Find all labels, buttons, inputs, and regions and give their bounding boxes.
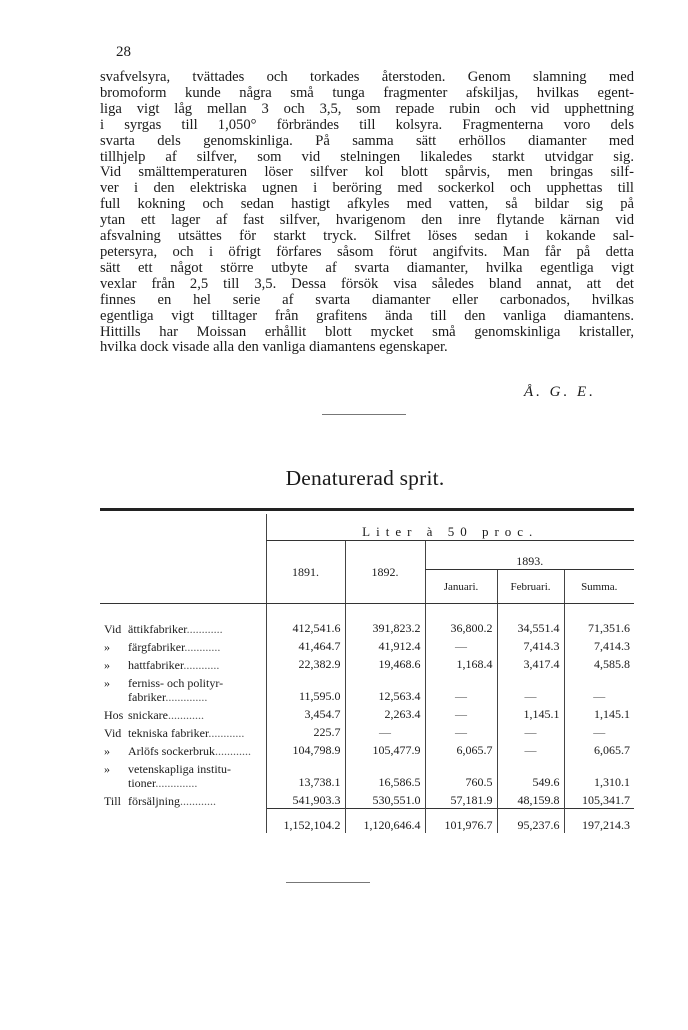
row-label (100, 722, 266, 740)
cell-sum: 4,585.8 (564, 654, 634, 672)
page-number: 28 (116, 44, 131, 60)
body-line: vexlar från 2,5 till 3,5. Dessa försök visa således bland annat, att det (100, 275, 634, 292)
cell-jan: 36,800.2 (425, 618, 497, 636)
cell-sum: — (564, 672, 634, 704)
leader-dots: ............ (214, 744, 251, 758)
cell-jan: 760.5 (425, 758, 497, 790)
row-prefix: Vid (104, 726, 122, 740)
row-prefix: » (104, 640, 110, 654)
leader-dots: ............ (167, 708, 204, 722)
body-line: sätt ett något större utbyte af svarta diamanter, hvilka egentliga vigt (100, 259, 634, 276)
cell-y1892: 105,477.9 (345, 740, 425, 758)
cell-jan: 6,065.7 (425, 740, 497, 758)
body-line: egentliga vigt tilltager från grafitens ända till den vanliga diamantens. (100, 307, 634, 324)
author-signature: Å. G. E. (524, 384, 596, 400)
cell-y1891: 412,541.6 (266, 618, 345, 636)
row-label-text: hattfabriker (128, 658, 184, 672)
column-header-1893: 1893. (425, 541, 634, 570)
column-header-januari: Januari. (425, 570, 497, 604)
row-prefix: » (104, 658, 110, 672)
body-line: full kokning och sedan hastigt afkyles med vatten, så bildar sig på (100, 196, 634, 213)
cell-sum: 7,414.3 (564, 636, 634, 654)
total-feb: 95,237.6 (497, 808, 564, 833)
total-sum: 197,214.3 (564, 808, 634, 833)
body-line: i syrgas till 1,050° förbrändes till kolsyra. Fragmenterna voro dels (100, 116, 634, 133)
totals-row (100, 808, 634, 833)
cell-jan: — (425, 672, 497, 704)
row-label-text: färgfabriker (128, 640, 185, 654)
cell-feb: — (497, 740, 564, 758)
cell-sum: 105,341.7 (564, 790, 634, 808)
body-line: tillhjelp af silfver, som vid stelningen likaledes starkt utvidgar sig. (100, 148, 634, 165)
row-label-text: ferniss- och polityr- (128, 676, 224, 690)
row-label-text: försäljning (128, 794, 180, 808)
row-label-text: Arlöfs sockerbruk (128, 744, 215, 758)
cell-y1892: 19,468.6 (345, 654, 425, 672)
body-line: petersyra, och i öfrigt förfares såsom förut angifvits. Man får på detta (100, 243, 634, 260)
leader-dots: ............ (180, 794, 216, 808)
row-label (100, 790, 266, 808)
cell-y1891: 41,464.7 (266, 636, 345, 654)
column-header-februari: Februari. (497, 570, 564, 604)
body-line: ver i den elektriska ugnen i beröring med sockerkol och upphettas till (100, 180, 634, 197)
cell-y1891: 11,595.0 (266, 672, 345, 704)
column-header-summa: Summa. (564, 570, 634, 604)
statistics-table (100, 508, 634, 833)
table-row (100, 704, 634, 722)
body-line: ytan ett lager af fast silfver, hvarigenom den inre flytande kärnan vid (100, 212, 634, 229)
row-label (100, 636, 266, 654)
cell-sum: 6,065.7 (564, 740, 634, 758)
body-line: hvilka dock visade alla den vanliga diamantens egenskaper. (100, 339, 448, 356)
leader-dots: ............ (186, 622, 223, 636)
body-line: svafvelsyra, tvättades och torkades återstoden. Genom slamning med (100, 69, 634, 85)
row-label (100, 672, 266, 704)
total-y1892: 1,120,646.4 (345, 808, 425, 833)
section-divider (322, 414, 406, 415)
row-prefix: » (104, 676, 110, 690)
row-label-text-cont: tioner (128, 776, 156, 790)
row-label-text: snickare (128, 708, 168, 722)
table-row (100, 654, 634, 672)
body-line: finnes en hel serie af svarta diamanter eller carbonados, hvilkas (100, 291, 634, 308)
row-prefix: » (104, 762, 110, 776)
cell-sum: 1,145.1 (564, 704, 634, 722)
table-row (100, 758, 634, 790)
body-line: liga vigt låg mellan 3 och 3,5, som repade rubin och vid upphettning (100, 100, 634, 117)
table-row (100, 790, 634, 808)
cell-feb: 34,551.4 (497, 618, 564, 636)
cell-y1891: 22,382.9 (266, 654, 345, 672)
row-prefix: » (104, 744, 110, 758)
column-header-1891: 1891. (266, 541, 345, 604)
cell-y1892: 2,263.4 (345, 704, 425, 722)
cell-y1892: 16,586.5 (345, 758, 425, 790)
cell-y1892: — (345, 722, 425, 740)
cell-y1892: 41,912.4 (345, 636, 425, 654)
leader-dots: ............ (183, 658, 220, 672)
cell-sum: — (564, 722, 634, 740)
cell-jan: — (425, 722, 497, 740)
cell-sum: 1,310.1 (564, 758, 634, 790)
section-heading: Denaturerad sprit. (285, 466, 445, 490)
table-row (100, 672, 634, 704)
cell-jan: 57,181.9 (425, 790, 497, 808)
cell-feb: — (497, 672, 564, 704)
table-row (100, 618, 634, 636)
cell-y1891: 104,798.9 (266, 740, 345, 758)
cell-feb: 1,145.1 (497, 704, 564, 722)
cell-jan: 1,168.4 (425, 654, 497, 672)
row-label (100, 758, 266, 790)
column-header-1892: 1892. (345, 541, 425, 604)
total-y1891: 1,152,104.2 (266, 808, 345, 833)
leader-dots: ............ (208, 726, 245, 740)
cell-feb: 7,414.3 (497, 636, 564, 654)
cell-sum: 71,351.6 (564, 618, 634, 636)
table-row (100, 636, 634, 654)
row-label (100, 654, 266, 672)
table-row (100, 722, 634, 740)
row-label (100, 740, 266, 758)
row-label-text: vetenskapliga institu- (128, 762, 231, 776)
row-label (100, 704, 266, 722)
body-line: svarta dels genomskinliga. På samma sätt erhöllos diamanter med (100, 132, 634, 149)
table-row (100, 740, 634, 758)
cell-y1891: 3,454.7 (266, 704, 345, 722)
super-header: Liter à 50 proc. (266, 514, 634, 541)
row-prefix: Vid (104, 622, 122, 636)
row-label-text-cont: fabriker (128, 690, 166, 704)
body-paragraph (100, 70, 634, 356)
cell-feb: 3,417.4 (497, 654, 564, 672)
total-jan: 101,976.7 (425, 808, 497, 833)
row-prefix: Hos (104, 708, 124, 722)
body-line: afsvalning utsättes för starkt tryck. Silfret löses sedan i kokande sal- (100, 228, 634, 245)
cell-feb: 549.6 (497, 758, 564, 790)
cell-feb: — (497, 722, 564, 740)
table-top-rule (100, 508, 634, 511)
cell-y1892: 12,563.4 (345, 672, 425, 704)
cell-y1891: 225.7 (266, 722, 345, 740)
body-line: Hittills har Moissan erhållit blott mycket små genomskinliga kristaller, (100, 323, 634, 340)
leader-dots: .............. (165, 690, 208, 704)
body-line: Vid smälttemperaturen löser silfver kol blott spårvis, men bringas silf- (100, 164, 634, 181)
row-label (100, 618, 266, 636)
row-prefix: Till (104, 794, 121, 808)
cell-jan: — (425, 636, 497, 654)
cell-y1892: 391,823.2 (345, 618, 425, 636)
table-end-divider (286, 882, 370, 883)
cell-jan: — (425, 704, 497, 722)
body-line: bromoform kunde några små tunga fragmenter afskiljas, hvilkas egent- (100, 84, 634, 101)
cell-y1892: 530,551.0 (345, 790, 425, 808)
leader-dots: .............. (155, 776, 198, 790)
cell-y1891: 541,903.3 (266, 790, 345, 808)
row-label-text: tekniska fabriker (128, 726, 209, 740)
cell-y1891: 13,738.1 (266, 758, 345, 790)
row-label-text: ättikfabriker (128, 622, 187, 636)
cell-feb: 48,159.8 (497, 790, 564, 808)
leader-dots: ............ (184, 640, 221, 654)
